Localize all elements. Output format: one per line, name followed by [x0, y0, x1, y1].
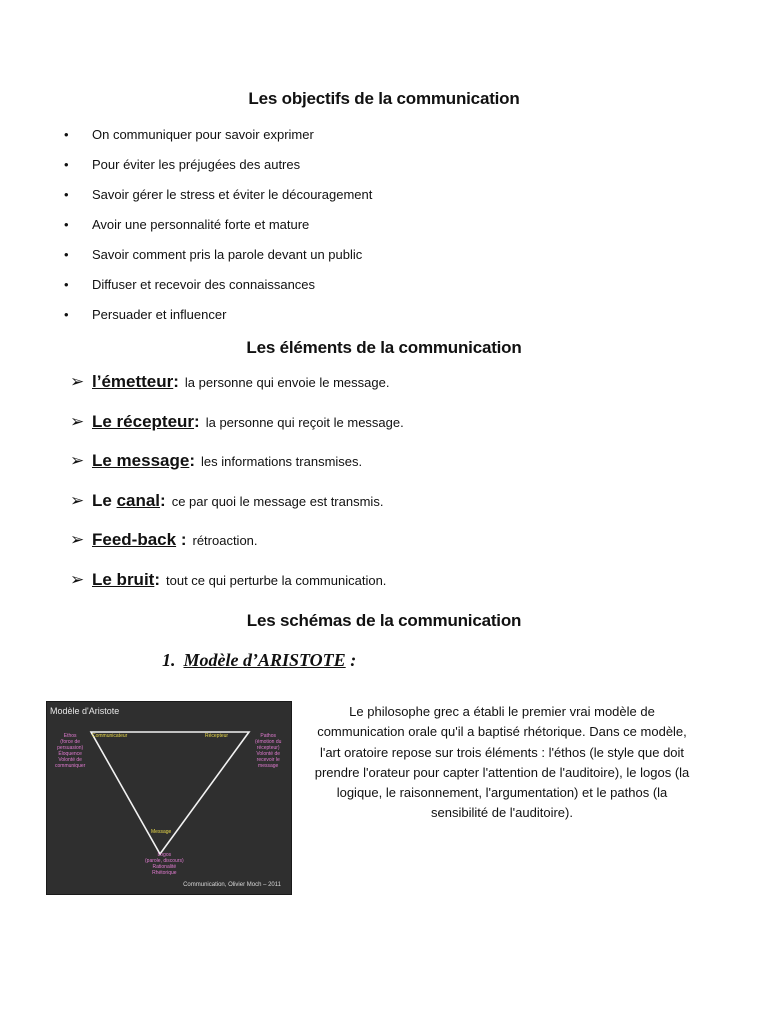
- term-separator: :: [154, 569, 161, 589]
- arrow-bullet-icon: ➢: [70, 411, 85, 431]
- bullet-icon: •: [64, 127, 69, 142]
- list-item: [64, 187, 372, 217]
- arrow-bullet-icon: ➢: [70, 530, 85, 549]
- element-term: l’émetteur: [92, 372, 174, 391]
- element-term: Le bruit: [92, 569, 155, 589]
- list-item-text: Pour éviter les préjugées des autres: [92, 157, 301, 172]
- element-term: Le message: [92, 451, 190, 470]
- logos-note: Logos (parole, discours) Rationalité Rhétorique: [145, 852, 184, 876]
- modele-number: 1.: [162, 650, 176, 670]
- diagram-title: Modèle d'Aristote: [50, 706, 120, 716]
- element-definition: tout ce qui perturbe la communication.: [166, 572, 387, 588]
- vertex-label-message: Message: [151, 829, 172, 835]
- pathos-note: Pathos (émotion du récepteur) Volonté de recevoir le message: [255, 733, 282, 769]
- element-item-bruit: [70, 570, 404, 610]
- arrow-bullet-icon: ➢: [70, 451, 85, 470]
- element-definition: les informations transmises.: [201, 454, 363, 469]
- modele-aristote-heading: [162, 650, 356, 671]
- term-separator: :: [176, 530, 187, 549]
- list-item: [64, 127, 372, 157]
- objectifs-list: [64, 127, 372, 337]
- modele-suffix: :: [345, 650, 357, 670]
- element-term: canal: [116, 490, 161, 510]
- diagram-credit: Communication, Olivier Moch – 2011: [183, 882, 281, 888]
- element-item-canal: [70, 491, 404, 531]
- bullet-icon: •: [64, 217, 69, 232]
- list-item-text: Avoir une personnalité forte et mature: [92, 217, 310, 232]
- term-separator: :: [173, 372, 179, 391]
- element-definition: la personne qui envoie le message.: [184, 375, 390, 390]
- term-separator: :: [194, 411, 200, 431]
- term-separator: :: [189, 451, 196, 470]
- list-item: [64, 247, 372, 277]
- element-item-emetteur: [70, 372, 404, 412]
- list-item: [64, 307, 372, 337]
- list-item-text: Persuader et influencer: [92, 307, 227, 322]
- aristote-description: Le philosophe grec a établi le premier vrai modèle de communication orale qu'il a baptisé rhétorique. Dans ce modèle, l'art oratoire repose sur trois éléments : l'éthos (le style que doit prendre l'orateur pour capter l'attention de l'auditoire), le logos (la logique, le raisonnement, l'argumentation) et le pathos (la sensibilité de l'auditoire).: [314, 704, 690, 821]
- modele-label: Modèle d’ARISTOTE: [183, 650, 346, 670]
- vertex-label-recepteur: Récepteur: [205, 733, 229, 739]
- section-title-schemas: Les schémas de la communication: [246, 611, 522, 630]
- triangle-shape: [91, 732, 249, 854]
- arrow-bullet-icon: ➢: [70, 372, 85, 391]
- element-term: Le récepteur: [92, 411, 195, 431]
- arrow-bullet-icon: ➢: [70, 569, 85, 589]
- list-item-text: Savoir gérer le stress et éviter le découragement: [92, 187, 373, 202]
- list-item: [64, 217, 372, 247]
- element-term: Feed-back: [92, 530, 177, 549]
- ethos-note: Ethos (force de persuasion) Éloquence Volonté de communiquer: [55, 733, 86, 769]
- bullet-icon: •: [64, 307, 69, 322]
- bullet-icon: •: [64, 157, 69, 172]
- element-term-prefix: Le: [92, 490, 117, 510]
- bullet-icon: •: [64, 187, 69, 202]
- section-title-elements: Les éléments de la communication: [246, 338, 522, 357]
- list-item-text: Diffuser et recevoir des connaissances: [92, 277, 316, 292]
- element-definition: ce par quoi le message est transmis.: [171, 493, 384, 509]
- element-item-feedback: [70, 530, 404, 570]
- bullet-icon: •: [64, 277, 69, 292]
- element-definition: la personne qui reçoit le message.: [205, 414, 404, 430]
- list-item-text: On communiquer pour savoir exprimer: [92, 127, 314, 142]
- vertex-label-communicateur: Communicateur: [92, 733, 128, 739]
- list-item: [64, 277, 372, 307]
- elements-list: [70, 372, 404, 609]
- element-item-message: [70, 451, 404, 491]
- bullet-icon: •: [64, 247, 69, 262]
- element-item-recepteur: [70, 412, 404, 452]
- term-separator: :: [160, 490, 166, 510]
- list-item-text: Savoir comment pris la parole devant un public: [92, 247, 363, 262]
- arrow-bullet-icon: ➢: [70, 490, 85, 510]
- list-item: [64, 157, 372, 187]
- aristote-diagram-image: [46, 701, 292, 895]
- section-title-objectifs: Les objectifs de la communication: [248, 89, 520, 108]
- element-definition: rétroaction.: [192, 533, 258, 548]
